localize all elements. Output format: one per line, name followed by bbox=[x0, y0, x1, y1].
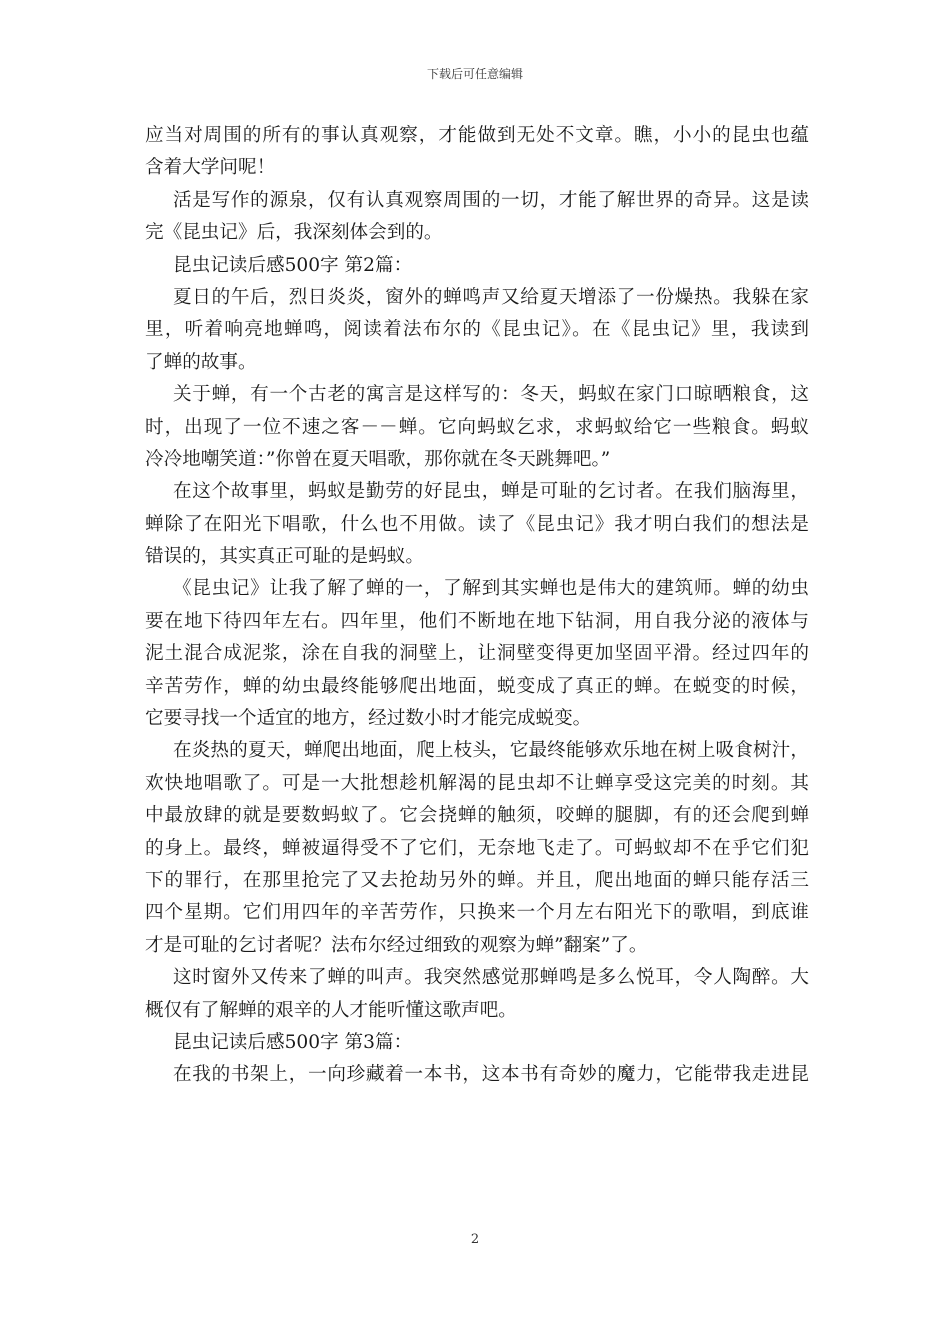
text-line: 中最放肆的就是要数蚂蚁了。它会挠蝉的触须，咬蝉的腿脚，有的还会爬到蝉 bbox=[145, 805, 809, 827]
text-line: 欢快地唱歌了。可是一大批想趁机解渴的昆虫却不让蝉享受这完美的时刻。其 bbox=[145, 772, 809, 794]
document-body bbox=[145, 120, 809, 1092]
text-line: 的身上。最终，蝉被逼得受不了它们，无奈地飞走了。可蚂蚁却不在乎它们犯 bbox=[145, 837, 809, 859]
text-line: 概仅有了解蝉的艰辛的人才能听懂这歌声吧。 bbox=[145, 999, 517, 1021]
text-line: 辛苦劳作，蝉的幼虫最终能够爬出地面，蜕变成了真正的蝉。在蜕变的时候， bbox=[145, 675, 809, 697]
text-line: 泥土混合成泥浆，涂在自我的洞壁上，让洞壁变得更加坚固平滑。经过四年的 bbox=[145, 643, 809, 665]
page-number: 2 bbox=[470, 1232, 480, 1247]
text-line: 了蝉的故事。 bbox=[145, 351, 257, 373]
text-line: 它要寻找一个适宜的地方，经过数小时才能完成蜕变。 bbox=[145, 708, 592, 730]
section-heading: 昆虫记读后感500字 第3篇： bbox=[173, 1031, 413, 1053]
text-line: 时，出现了一位不速之客－－蝉。它向蚂蚁乞求，求蚂蚁给它一些粮食。蚂蚁 bbox=[145, 416, 809, 438]
text-line: 应当对周围的所有的事认真观察，才能做到无处不文章。瞧，小小的昆虫也蕴 bbox=[145, 125, 809, 146]
page-header: 下载后可任意编辑 bbox=[426, 67, 523, 81]
text-line: 蝉除了在阳光下唱歌，什么也不用做。读了《昆虫记》我才明白我们的想法是 bbox=[145, 513, 809, 535]
text-line: 完《昆虫记》后，我深刻体会到的。 bbox=[145, 222, 443, 244]
text-line: 在这个故事里，蚂蚁是勤劳的好昆虫，蝉是可耻的乞讨者。在我们脑海里， bbox=[173, 481, 809, 503]
text-line: 含着大学问呢！ bbox=[145, 157, 276, 179]
text-line: 错误的，其实真正可耻的是蚂蚁。 bbox=[145, 546, 424, 568]
text-line: 里，听着响亮地蝉鸣，阅读着法布尔的《昆虫记》。在《昆虫记》里，我读到 bbox=[145, 319, 809, 341]
text-line: 要在地下待四年左右。四年里，他们不断地在地下钻洞，用自我分泌的液体与 bbox=[145, 610, 809, 632]
text-line: 才是可耻的乞讨者呢？法布尔经过细致的观察为蝉”翻案”了。 bbox=[145, 934, 648, 956]
text-line: 在炎热的夏天，蝉爬出地面，爬上枝头，它最终能够欢乐地在树上吸食树汁， bbox=[173, 740, 809, 762]
text-line: 冷冷地嘲笑道：”你曾在夏天唱歌，那你就在冬天跳舞吧。” bbox=[145, 448, 611, 470]
section-heading: 昆虫记读后感500字 第2篇： bbox=[173, 254, 413, 276]
text-line: 四个星期。它们用四年的辛苦劳作，只换来一个月左右阳光下的歌唱，到底谁 bbox=[145, 902, 809, 924]
text-line: 在我的书架上，一向珍藏着一本书，这本书有奇妙的魔力，它能带我走进昆 bbox=[173, 1064, 809, 1086]
text-line: 关于蝉，有一个古老的寓言是这样写的：冬天，蚂蚁在家门口晾晒粮食，这 bbox=[173, 384, 809, 406]
text-line: 夏日的午后，烈日炎炎，窗外的蝉鸣声又给夏天增添了一份燥热。我躲在家 bbox=[173, 286, 809, 308]
text-line: 《昆虫记》让我了解了蝉的一，了解到其实蝉也是伟大的建筑师。蝉的幼虫 bbox=[173, 578, 809, 600]
text-line: 这时窗外又传来了蝉的叫声。我突然感觉那蝉鸣是多么悦耳，令人陶醉。大 bbox=[173, 967, 809, 989]
text-line: 活是写作的源泉，仅有认真观察周围的一切，才能了解世界的奇异。这是读 bbox=[173, 189, 809, 211]
text-line: 下的罪行，在那里抢完了又去抢劫另外的蝉。并且，爬出地面的蝉只能存活三 bbox=[145, 869, 809, 891]
